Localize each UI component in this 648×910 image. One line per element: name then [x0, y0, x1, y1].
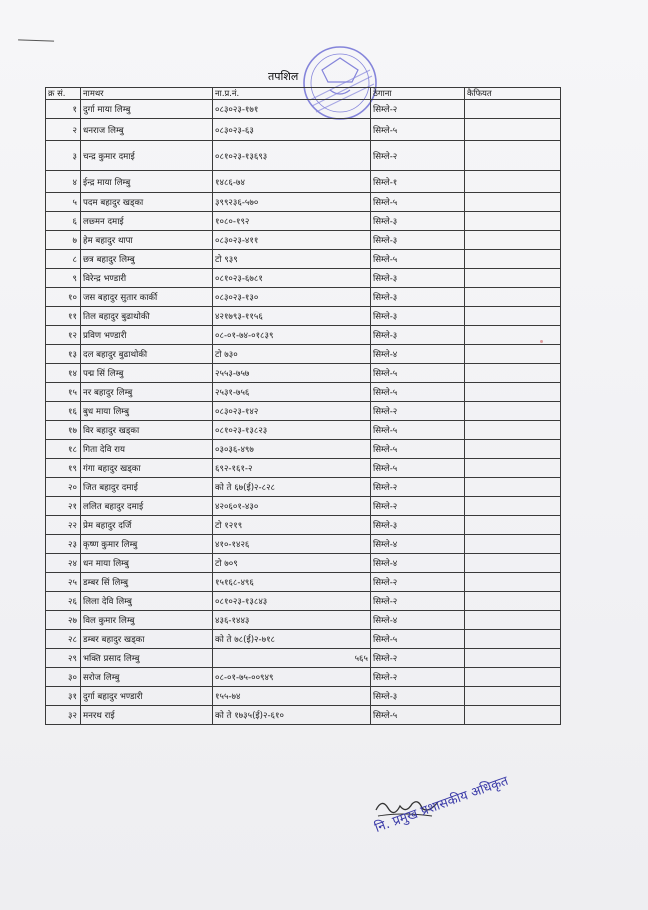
page-title: तपशिल: [268, 70, 299, 83]
cell-remarks: [465, 478, 561, 497]
cell-address: सिम्ले-३: [371, 687, 465, 706]
table-row: [46, 402, 561, 421]
cell-address: सिम्ले-५: [371, 250, 465, 269]
cell-name: चन्द्र कुमार दमाई: [81, 141, 213, 171]
cell-remarks: [465, 141, 561, 171]
cell-serial: १२: [46, 326, 81, 345]
cell-name: मनरथ राई: [81, 706, 213, 725]
table-row: [46, 478, 561, 497]
table-row: [46, 250, 561, 269]
cell-remarks: [465, 611, 561, 630]
cell-citizenship-no: [213, 649, 371, 668]
cell-serial: ३: [46, 141, 81, 171]
cell-citizenship-no: को ते ७८(ई)२-७१८: [213, 630, 371, 649]
cell-name: लिला देवि लिम्बु: [81, 592, 213, 611]
cell-address: सिम्ले-३: [371, 269, 465, 288]
cell-name: धन माया लिम्बु: [81, 554, 213, 573]
col-address: ठेगाना: [371, 88, 465, 100]
cell-remarks: [465, 497, 561, 516]
cell-address: सिम्ले-४: [371, 535, 465, 554]
cell-citizenship-no: ०३०३६-४९७: [213, 440, 371, 459]
cell-serial: ६: [46, 212, 81, 231]
cell-citizenship-no: ०८३०२३-४११: [213, 231, 371, 250]
cell-serial: ५: [46, 193, 81, 212]
cell-citizenship-no: ०८१०२३-१३८२३: [213, 421, 371, 440]
cell-remarks: [465, 307, 561, 326]
table-row: [46, 687, 561, 706]
cell-serial: ३०: [46, 668, 81, 687]
cell-remarks: [465, 459, 561, 478]
col-serial: क्र सं.: [46, 88, 81, 100]
table-row: [46, 611, 561, 630]
cell-name: प्रेम बहादुर दर्जि: [81, 516, 213, 535]
cell-remarks: [465, 212, 561, 231]
cell-serial: ९: [46, 269, 81, 288]
cell-name: ईन्द्र माया लिम्बु: [81, 171, 213, 193]
cell-citizenship-no: टो ७०९: [213, 554, 371, 573]
table-row: [46, 100, 561, 119]
table-row: [46, 212, 561, 231]
cell-name: छत्र बहादुर लिम्बु: [81, 250, 213, 269]
cell-remarks: [465, 402, 561, 421]
cell-citizenship-no: १४८६-७४: [213, 171, 371, 193]
table-row: [46, 231, 561, 250]
table-row: [46, 193, 561, 212]
table-row: [46, 307, 561, 326]
cell-citizenship-no: को ते १७३५(ई)२-६१०: [213, 706, 371, 725]
cell-address: सिम्ले-५: [371, 630, 465, 649]
table-row: [46, 516, 561, 535]
table-row: [46, 497, 561, 516]
cell-address: सिम्ले-२: [371, 592, 465, 611]
cell-remarks: [465, 364, 561, 383]
cell-address: सिम्ले-५: [371, 459, 465, 478]
cell-serial: ७: [46, 231, 81, 250]
cell-remarks: [465, 440, 561, 459]
cell-remarks: [465, 231, 561, 250]
cell-name: विर बहादुर खड्का: [81, 421, 213, 440]
cell-remarks: [465, 326, 561, 345]
table-row: [46, 649, 561, 668]
cell-address: सिम्ले-५: [371, 364, 465, 383]
cell-remarks: [465, 630, 561, 649]
cell-serial: ८: [46, 250, 81, 269]
cell-citizenship-no: २५५३-७५७: [213, 364, 371, 383]
cell-name: विल कुमार लिम्बु: [81, 611, 213, 630]
cell-remarks: [465, 250, 561, 269]
col-name: नामथर: [81, 88, 213, 100]
cell-citizenship-no: ०८३०२३-१३०: [213, 288, 371, 307]
cell-citizenship-no: टो ९३९: [213, 250, 371, 269]
cell-name: भक्ति प्रसाद लिम्बु: [81, 649, 213, 668]
cell-citizenship-no: ०८३०२३-१४२: [213, 402, 371, 421]
cell-address: सिम्ले-३: [371, 288, 465, 307]
col-citizenship-no: ना.प्र.नं.: [213, 88, 371, 100]
col-remarks: कैफियत: [465, 88, 561, 100]
cell-remarks: [465, 421, 561, 440]
table-row: [46, 554, 561, 573]
table-row: [46, 119, 561, 141]
cell-citizenship-no: ०८३०२३-६३: [213, 119, 371, 141]
cell-remarks: [465, 687, 561, 706]
cell-citizenship-no: ४३६-१४४३: [213, 611, 371, 630]
cell-address: सिम्ले-२: [371, 478, 465, 497]
cell-serial: १: [46, 100, 81, 119]
cell-name: तिल बहादुर बुढाथोकी: [81, 307, 213, 326]
cell-remarks: [465, 193, 561, 212]
table-row: [46, 440, 561, 459]
cell-address: सिम्ले-५: [371, 193, 465, 212]
cell-citizenship-no: ०८३०२३-१७१: [213, 100, 371, 119]
cell-name: सरोज लिम्बु: [81, 668, 213, 687]
cell-serial: ३१: [46, 687, 81, 706]
cell-citizenship-no: ४१०-१४२६: [213, 535, 371, 554]
cell-serial: २१: [46, 497, 81, 516]
cell-serial: २७: [46, 611, 81, 630]
table-row: [46, 288, 561, 307]
cell-address: सिम्ले-२: [371, 100, 465, 119]
cell-serial: १०: [46, 288, 81, 307]
cell-address: सिम्ले-५: [371, 383, 465, 402]
cell-serial: १५: [46, 383, 81, 402]
cell-citizenship-no: ०८१०२३-१३८४३: [213, 592, 371, 611]
cell-name: हेम बहादुर थापा: [81, 231, 213, 250]
cell-name: लछ्मन दमाई: [81, 212, 213, 231]
cell-serial: २०: [46, 478, 81, 497]
table-row: [46, 141, 561, 171]
cell-address: सिम्ले-२: [371, 668, 465, 687]
cell-address: सिम्ले-३: [371, 231, 465, 250]
cell-name: डम्बर सिं लिम्बु: [81, 573, 213, 592]
cell-address: सिम्ले-३: [371, 307, 465, 326]
header-row: [46, 88, 561, 100]
cell-serial: २३: [46, 535, 81, 554]
cell-serial: १३: [46, 345, 81, 364]
cell-address: सिम्ले-५: [371, 706, 465, 725]
cell-remarks: [465, 706, 561, 725]
cell-serial: १६: [46, 402, 81, 421]
cell-name: ललित बहादुर दमाई: [81, 497, 213, 516]
table-row: [46, 326, 561, 345]
cell-name: दल बहादुर बुढाथोकी: [81, 345, 213, 364]
cell-remarks: [465, 119, 561, 141]
cell-remarks: [465, 516, 561, 535]
table-row: [46, 630, 561, 649]
cell-serial: ३२: [46, 706, 81, 725]
cell-citizenship-no: १०८०-१९२: [213, 212, 371, 231]
table-row: [46, 421, 561, 440]
cell-name: पद्म सिं लिम्बु: [81, 364, 213, 383]
cell-remarks: [465, 383, 561, 402]
cell-name: विरेन्द्र भण्डारी: [81, 269, 213, 288]
cell-citizenship-no: टो ७३०: [213, 345, 371, 364]
cell-address: सिम्ले-५: [371, 119, 465, 141]
cell-remarks: [465, 592, 561, 611]
cell-name: गंगा बहादुर खड्का: [81, 459, 213, 478]
cell-remarks: [465, 573, 561, 592]
cell-address: सिम्ले-२: [371, 402, 465, 421]
cell-citizenship-no: टो १२१९: [213, 516, 371, 535]
cell-serial: ४: [46, 171, 81, 193]
cell-address: सिम्ले-४: [371, 554, 465, 573]
cell-remarks: [465, 554, 561, 573]
table-row: [46, 269, 561, 288]
cell-name: पदम बहादुर खड्का: [81, 193, 213, 212]
cell-address: सिम्ले-५: [371, 421, 465, 440]
cell-citizenship-no: ४२१७९३-११५६: [213, 307, 371, 326]
cell-serial: १९: [46, 459, 81, 478]
table-row: [46, 345, 561, 364]
cell-remarks: [465, 288, 561, 307]
cell-serial: २४: [46, 554, 81, 573]
cell-serial: २६: [46, 592, 81, 611]
cell-address: सिम्ले-३: [371, 212, 465, 231]
cell-name: नर बहादुर लिम्बु: [81, 383, 213, 402]
cell-citizenship-no: ४२०६०१-४३०: [213, 497, 371, 516]
cell-name: दुर्गा बहादुर भण्डारी: [81, 687, 213, 706]
cell-serial: १७: [46, 421, 81, 440]
cell-citizenship-no: ३९९२३६-५७०: [213, 193, 371, 212]
table-row: [46, 592, 561, 611]
cell-citizenship-no: २५३१-७५६: [213, 383, 371, 402]
table-row: [46, 573, 561, 592]
ink-dot: [540, 340, 543, 343]
table-row: [46, 459, 561, 478]
cell-name: जस बहादुर सुतार कार्की: [81, 288, 213, 307]
table-row: [46, 668, 561, 687]
cell-remarks: [465, 535, 561, 554]
cell-serial: १८: [46, 440, 81, 459]
cell-citizenship-no: ०८-०१-७४-०१८३९: [213, 326, 371, 345]
cell-address: सिम्ले-२: [371, 141, 465, 171]
cell-citizenship-no: को ते ६७(ई)२-८२८: [213, 478, 371, 497]
cell-citizenship-no: १५१६८-४९६: [213, 573, 371, 592]
cell-name: दुर्गा माया लिम्बु: [81, 100, 213, 119]
cell-name: कृष्ण कुमार लिम्बु: [81, 535, 213, 554]
cell-citizenship-no: १५५-७४: [213, 687, 371, 706]
citizenship-no-value: ५६५: [354, 654, 368, 664]
cell-citizenship-no: ०८-०१-७५-००९४९: [213, 668, 371, 687]
cell-remarks: [465, 668, 561, 687]
cell-serial: १४: [46, 364, 81, 383]
cell-remarks: [465, 269, 561, 288]
cell-remarks: [465, 649, 561, 668]
cell-address: सिम्ले-३: [371, 516, 465, 535]
cell-serial: ११: [46, 307, 81, 326]
cell-serial: २: [46, 119, 81, 141]
cell-serial: २८: [46, 630, 81, 649]
table-row: [46, 383, 561, 402]
cell-name: धनराज लिम्बु: [81, 119, 213, 141]
cell-serial: २५: [46, 573, 81, 592]
cell-address: सिम्ले-४: [371, 345, 465, 364]
cell-name: डम्बर बहादुर खड्का: [81, 630, 213, 649]
cell-name: प्रविण भण्डारी: [81, 326, 213, 345]
cell-address: सिम्ले-५: [371, 440, 465, 459]
cell-citizenship-no: ६९२-१६१-२: [213, 459, 371, 478]
beneficiary-table: [45, 87, 561, 725]
table-row: [46, 364, 561, 383]
cell-address: सिम्ले-४: [371, 611, 465, 630]
cell-address: सिम्ले-१: [371, 171, 465, 193]
cell-citizenship-no: ०८१०२३-६७८१: [213, 269, 371, 288]
cell-serial: २९: [46, 649, 81, 668]
cell-address: सिम्ले-३: [371, 326, 465, 345]
cell-address: सिम्ले-२: [371, 573, 465, 592]
cell-name: गिता देवि राय: [81, 440, 213, 459]
table-row: [46, 171, 561, 193]
cell-remarks: [465, 100, 561, 119]
cell-serial: २२: [46, 516, 81, 535]
cell-address: सिम्ले-२: [371, 497, 465, 516]
signatory-title: नि. प्रमुख प्रशासकीय अधिकृत: [372, 773, 511, 836]
cell-address: सिम्ले-२: [371, 649, 465, 668]
table-row: [46, 706, 561, 725]
table-row: [46, 535, 561, 554]
cell-name: बुध माया लिम्बु: [81, 402, 213, 421]
cell-name: जित बहादुर दमाई: [81, 478, 213, 497]
cell-remarks: [465, 171, 561, 193]
cell-remarks: [465, 345, 561, 364]
cell-citizenship-no: ०८१०२३-१३६९३: [213, 141, 371, 171]
